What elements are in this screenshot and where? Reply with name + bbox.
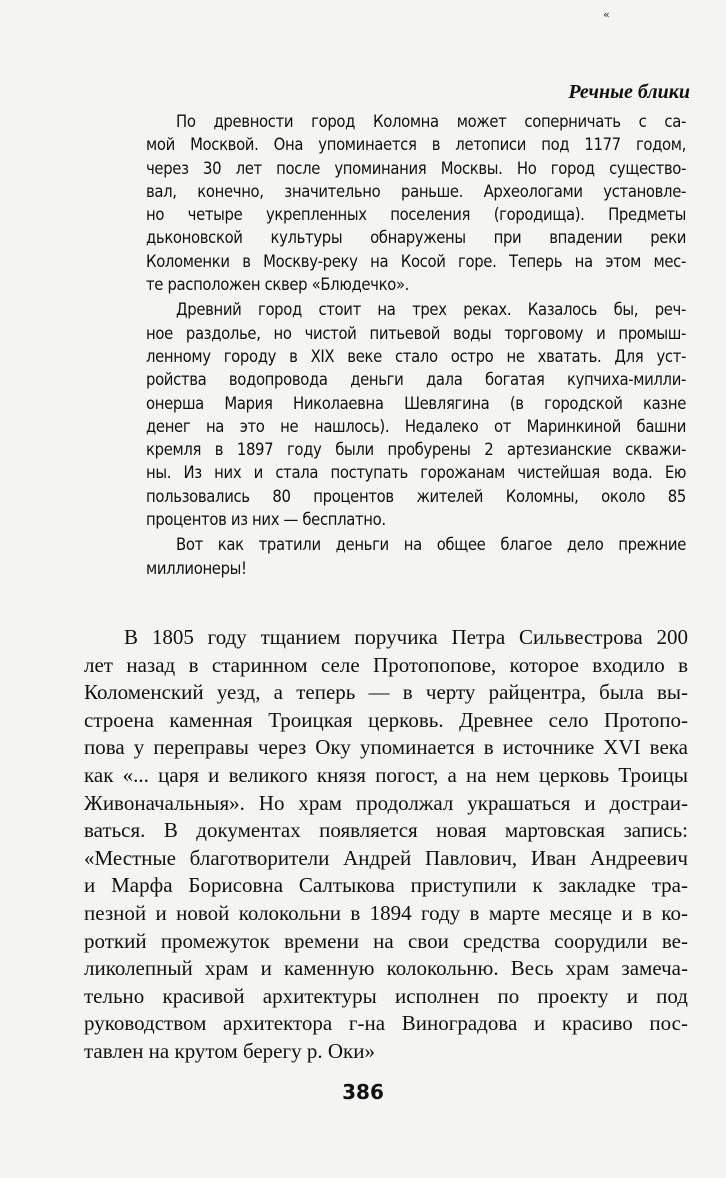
text-line: кремля в 1897 году были пробурены 2 артезианские скважи-	[146, 440, 686, 460]
corner-mark: «	[603, 8, 610, 21]
text-line: Коломенский уезд, а теперь — в черту райцентра, была вы-	[84, 680, 688, 705]
text-line: В 1805 году тщанием поручика Петра Сильвестрова 200	[124, 625, 688, 649]
text-line: тельно красивой архитектуры исполнен по проекту и под	[84, 983, 688, 1008]
main-text-block	[84, 624, 688, 1066]
paragraph	[146, 533, 686, 580]
text-line: те расположен сквер «Блюдечко».	[146, 275, 410, 295]
text-line: ны. Из них и стала поступать горожанам чистейшая вода. Ею	[146, 463, 686, 483]
text-line: роткий промежуток времени на свои средства соорудили ве-	[84, 928, 688, 953]
text-line: лет назад в старинном селе Протопопове, которое входило в	[84, 652, 688, 677]
text-line: процентов из них — бесплатно.	[146, 510, 386, 530]
text-line: ное раздолье, но чистой питьевой воды торговому и промыш-	[146, 323, 686, 343]
text-line: тавлен на крутом берегу р. Оки»	[84, 1038, 375, 1063]
text-line: строена каменная Троицкая церковь. Древнее село Протопо-	[84, 707, 688, 732]
text-line: Живоначальныя». Но храм продолжал украшаться и достраи-	[84, 790, 688, 815]
text-line: руководством архитектора г-на Виноградова и красиво пос-	[84, 1011, 688, 1036]
text-line: ликолепный храм и каменную колокольню. Весь храм замеча-	[84, 956, 688, 981]
text-line: вал, конечно, значительно раньше. Археологами установле-	[146, 181, 686, 201]
text-line: Коломенки в Москву-реку на Косой горе. Теперь на этом мес-	[146, 251, 686, 271]
text-line: и Марфа Борисовна Салтыкова приступили к закладке тра-	[84, 873, 688, 898]
text-line: через 30 лет после упоминания Москвы. Но город существо-	[146, 158, 686, 178]
text-line: По древности город Коломна может соперничать с са-	[176, 112, 686, 131]
page-number: 386	[342, 1080, 384, 1104]
text-line: «Местные благотворители Андрей Павлович, Иван Андреевич	[84, 845, 688, 870]
text-line: ройства водопровода деньги дала богатая купчиха-милли-	[146, 370, 686, 390]
text-line: Вот как тратили деньги на общее благое дело прежние	[176, 535, 686, 555]
text-line: как «... царя и великого князя погост, а на нем церковь Троицы	[84, 762, 688, 787]
text-line: миллионеры!	[146, 558, 247, 578]
text-line: дьконовской культуры обнаружены при впадении реки	[146, 228, 686, 248]
text-line: денег на это не нашлось). Недалеко от Маринкиной башни	[146, 416, 686, 436]
paragraph	[146, 298, 686, 531]
text-line: мой Москвой. Она упоминается в летописи под 1177 годом,	[146, 135, 686, 155]
text-line: ваться. В документах появляется новая мартовская запись:	[84, 818, 688, 843]
text-line: онерша Мария Николаевна Шевлягина (в городской казне	[146, 393, 686, 413]
text-line: пользовались 80 процентов жителей Коломны, около 85	[146, 486, 686, 506]
text-line: пова у переправы через Оку упоминается в источнике XVI века	[84, 735, 688, 760]
text-line: но четыре укрепленных поселения (городища). Предметы	[146, 205, 686, 225]
running-header: Речные блики	[568, 81, 690, 103]
text-line: пезной и новой колокольни в 1894 году в марте месяце и в ко-	[84, 900, 688, 925]
text-line: Древний город стоит на трех реках. Казалось бы, реч-	[176, 300, 686, 320]
inset-text-block	[146, 110, 686, 580]
text-line: ленному городу в XIX веке стало остро не хватать. Для уст-	[146, 346, 686, 366]
paragraph	[146, 110, 686, 296]
